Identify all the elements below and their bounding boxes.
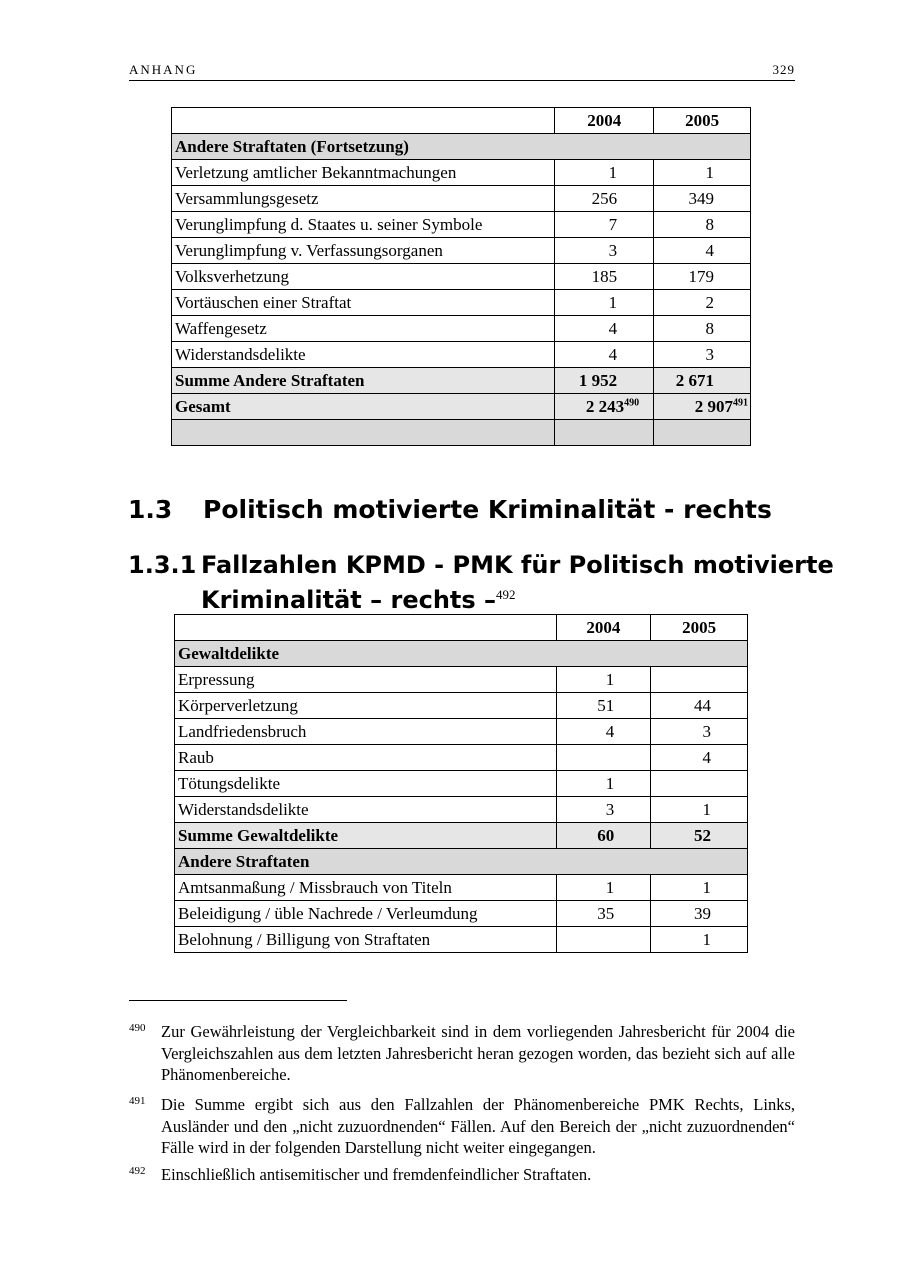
table-row (175, 797, 748, 823)
table-pmk-rechts (174, 614, 748, 953)
value-2004 (556, 927, 651, 953)
value-2004: 1 (556, 875, 651, 901)
table-row (172, 186, 751, 212)
sum-2004: 60 (556, 823, 651, 849)
value-2005: 44 (651, 693, 748, 719)
table-row (172, 212, 751, 238)
table-row (172, 160, 751, 186)
table-row (175, 693, 748, 719)
value-2004: 3 (556, 797, 651, 823)
table-row (172, 290, 751, 316)
sum-2005: 52 (651, 823, 748, 849)
value-2004: 35 (556, 901, 651, 927)
total-2004-cell (555, 394, 654, 420)
column-header-2005: 2005 (654, 108, 751, 134)
footnote-mark: 491 (129, 1095, 146, 1107)
footnote-text: Zur Gewährleistung der Vergleichbarkeit sind in dem vorliegenden Jahresbericht für 2004 die Vergleichszahlen aus dem letzten Jahresbericht heran gezogen worden, das bezieht sich auf alle Phänomenbereiche. (161, 1022, 795, 1084)
value-2005: 1 (651, 797, 748, 823)
row-label: Versammlungsgesetz (172, 186, 555, 212)
table2-body-andere (175, 875, 748, 953)
subsection-number: 1.3.1 (128, 551, 197, 579)
footnote-mark: 492 (129, 1165, 146, 1177)
footnote-ref-490: 490 (624, 397, 640, 409)
footnote-ref-492: 492 (496, 587, 516, 602)
value-2005: 349 (654, 186, 751, 212)
empty-cell (654, 420, 751, 446)
footnote-492 (129, 1164, 795, 1186)
row-label: Volksverhetzung (172, 264, 555, 290)
table-row (172, 264, 751, 290)
value-2004: 4 (555, 342, 654, 368)
table-row (172, 316, 751, 342)
footnote-separator (129, 1000, 347, 1001)
value-2004: 256 (555, 186, 654, 212)
header-blank-cell (175, 615, 557, 641)
value-2005: 8 (654, 212, 751, 238)
table-row (172, 342, 751, 368)
section-row (172, 134, 751, 160)
section-title: Politisch motivierte Kriminalität - rechts (203, 495, 772, 524)
row-label: Vortäuschen einer Straftat (172, 290, 555, 316)
table-row (175, 719, 748, 745)
value-2005: 1 (651, 927, 748, 953)
running-header (129, 60, 795, 81)
total-row (172, 394, 751, 420)
value-2005 (651, 667, 748, 693)
row-label: Verletzung amtlicher Bekanntmachungen (172, 160, 555, 186)
sum-2005: 2 671 (654, 368, 751, 394)
value-2004: 185 (555, 264, 654, 290)
section-heading (128, 495, 772, 524)
table-row (172, 238, 751, 264)
table-header-row (175, 615, 748, 641)
value-2004: 3 (555, 238, 654, 264)
table-header-row (172, 108, 751, 134)
sum-row (172, 368, 751, 394)
section-label: Andere Straftaten (Fortsetzung) (172, 134, 751, 160)
table-andere-straftaten-fortsetzung (171, 107, 751, 446)
footnote-text: Einschließlich antisemitischer und fremdenfeindlicher Straftaten. (161, 1165, 592, 1184)
table-row (175, 667, 748, 693)
footnote-491 (129, 1094, 795, 1159)
value-2005: 1 (651, 875, 748, 901)
table-row (175, 771, 748, 797)
table-row (175, 927, 748, 953)
sum-label: Summe Gewaltdelikte (175, 823, 557, 849)
value-2004: 51 (556, 693, 651, 719)
empty-cell (555, 420, 654, 446)
footnote-490 (129, 1021, 795, 1086)
footnote-text: Die Summe ergibt sich aus den Fallzahlen der Phänomenbereiche PMK Rechts, Links, Ausländer und den „nicht zuzuordnenden“ Fällen. Auf den Bereich der „nicht zuzuordnenden“ Fälle wird in der folgenden Darstellung nicht weiter eingegangen. (161, 1095, 795, 1157)
value-2004: 1 (555, 290, 654, 316)
footnote-ref-491: 491 (733, 397, 748, 409)
value-2005: 8 (654, 316, 751, 342)
section-label: Andere Straftaten (175, 849, 748, 875)
value-2004: 4 (555, 316, 654, 342)
table2-body-gewalt (175, 667, 748, 823)
row-label: Widerstandsdelikte (172, 342, 555, 368)
section-number: 1.3 (128, 495, 173, 524)
column-header-2004: 2004 (555, 108, 654, 134)
column-header-2005: 2005 (651, 615, 748, 641)
sum-2004: 1 952 (555, 368, 654, 394)
total-2005-cell (654, 394, 751, 420)
row-label: Verunglimpfung d. Staates u. seiner Symbole (172, 212, 555, 238)
table-row (175, 901, 748, 927)
page-number: 329 (772, 62, 795, 77)
value-2005: 3 (654, 342, 751, 368)
value-2004: 1 (556, 667, 651, 693)
subsection-title-line1: Fallzahlen KPMD - PMK für Politisch motivierte (201, 551, 834, 579)
value-2004: 7 (555, 212, 654, 238)
section-row-gewaltdelikte (175, 641, 748, 667)
value-2005: 1 (654, 160, 751, 186)
header-blank-cell (172, 108, 555, 134)
empty-cell (172, 420, 555, 446)
row-label: Tötungsdelikte (175, 771, 557, 797)
row-label: Waffengesetz (172, 316, 555, 342)
row-label: Verunglimpfung v. Verfassungsorganen (172, 238, 555, 264)
value-2005: 179 (654, 264, 751, 290)
value-2005: 3 (651, 719, 748, 745)
table1-body (172, 160, 751, 368)
value-2005: 39 (651, 901, 748, 927)
value-2004: 4 (556, 719, 651, 745)
row-label: Beleidigung / üble Nachrede / Verleumdung (175, 901, 557, 927)
header-label: ANHANG (129, 62, 198, 77)
row-label: Raub (175, 745, 557, 771)
row-label: Erpressung (175, 667, 557, 693)
value-2005: 2 (654, 290, 751, 316)
section-row-andere-straftaten (175, 849, 748, 875)
row-label: Widerstandsdelikte (175, 797, 557, 823)
value-2005 (651, 771, 748, 797)
footnote-mark: 490 (129, 1022, 146, 1034)
empty-row (172, 420, 751, 446)
row-label: Körperverletzung (175, 693, 557, 719)
value-2004: 1 (555, 160, 654, 186)
sum-label: Summe Andere Straftaten (172, 368, 555, 394)
total-2005: 2 907 (694, 397, 733, 416)
row-label: Landfriedensbruch (175, 719, 557, 745)
value-2005: 4 (651, 745, 748, 771)
row-label: Amtsanmaßung / Missbrauch von Titeln (175, 875, 557, 901)
table-row (175, 745, 748, 771)
sum-row-gewaltdelikte (175, 823, 748, 849)
value-2004: 1 (556, 771, 651, 797)
total-label: Gesamt (172, 394, 555, 420)
total-2004: 2 243 (585, 397, 625, 416)
subsection-title-line2-wrap (201, 580, 516, 615)
column-header-2004: 2004 (556, 615, 651, 641)
value-2004 (556, 745, 651, 771)
value-2005: 4 (654, 238, 751, 264)
section-label: Gewaltdelikte (175, 641, 748, 667)
subsection-title-line2: Kriminalität – rechts – (201, 586, 497, 614)
table-row (175, 875, 748, 901)
row-label: Belohnung / Billigung von Straftaten (175, 927, 557, 953)
